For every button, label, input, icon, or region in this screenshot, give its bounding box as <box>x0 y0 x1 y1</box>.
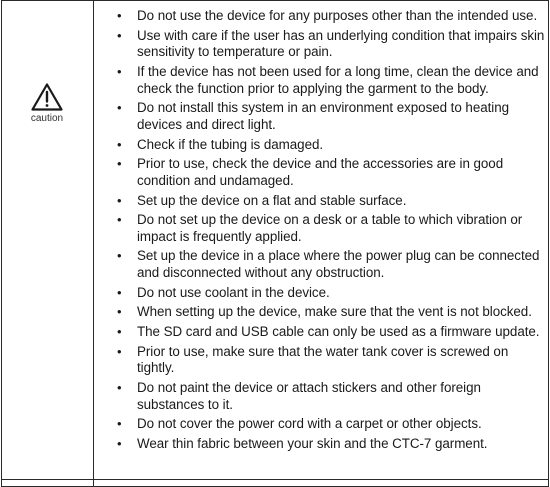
bullet-icon: • <box>117 136 122 152</box>
bullet-icon: • <box>117 8 122 23</box>
list-item-text: Do not install this system in an environment exposed to heating devices and direct light. <box>137 100 509 132</box>
list-item-text: Prior to use, make sure that the water tank cover is screwed on tightly. <box>137 343 509 376</box>
bullet-icon: • <box>117 100 122 116</box>
list-item-text: Do not paint the device or attach stickers and other foreign substances to it. <box>137 380 481 412</box>
list-item <box>105 212 545 245</box>
bullet-icon: • <box>117 248 122 264</box>
caution-label: caution <box>30 113 64 124</box>
list-item <box>105 248 545 281</box>
list-item <box>105 380 545 413</box>
list-item <box>105 156 545 189</box>
column-divider <box>93 0 94 487</box>
list-item-text: Check if the tubing is damaged. <box>137 136 324 152</box>
list-item <box>105 28 545 61</box>
bullet-icon: • <box>117 63 122 79</box>
bullet-icon: • <box>117 192 122 208</box>
list-item <box>105 324 545 341</box>
list-item-text: Do not use coolant in the device. <box>137 284 330 300</box>
table-top-border <box>1 0 549 1</box>
table-row-border <box>1 479 549 480</box>
list-item <box>105 344 545 377</box>
list-item <box>105 137 545 154</box>
bullet-icon: • <box>117 380 122 396</box>
bullet-icon: • <box>117 156 122 172</box>
caution-cell <box>1 82 93 125</box>
caution-list <box>105 8 545 456</box>
list-item <box>105 64 545 97</box>
list-item <box>105 100 545 133</box>
list-item-text: Use with care if the user has an underlying condition that impairs skin sensitivity to temperature or pain. <box>137 27 545 60</box>
bullet-icon: • <box>117 284 122 300</box>
list-item <box>105 304 545 321</box>
list-item <box>105 416 545 433</box>
list-item <box>105 285 545 302</box>
bullet-icon: • <box>117 304 122 320</box>
list-item <box>105 436 545 453</box>
list-item-text: Prior to use, check the device and the accessories are in good condition and undamaged. <box>137 156 504 188</box>
bullet-icon: • <box>117 343 122 359</box>
list-item-text: When setting up the device, make sure that the vent is not blocked. <box>137 304 532 320</box>
list-item-text: Wear thin fabric between your skin and the CTC-7 garment. <box>137 436 488 452</box>
bullet-icon: • <box>117 416 122 432</box>
list-item-text: Do not cover the power cord with a carpet or other objects. <box>137 416 482 432</box>
list-item-text: Do not set up the device on a desk or a table to which vibration or impact is frequently applied. <box>137 212 523 244</box>
list-item <box>105 193 545 210</box>
list-item-text: Set up the device on a flat and stable surface. <box>137 192 407 208</box>
list-item-text: Do not use the device for any purposes other than the intended use. <box>137 8 538 23</box>
list-item-text: If the device has not been used for a long time, clean the device and check the function prior to applying the garment to the body. <box>137 63 539 96</box>
warning-triangle-icon <box>30 82 64 112</box>
bullet-icon: • <box>117 324 122 340</box>
list-item-text: The SD card and USB cable can only be used as a firmware update. <box>137 324 540 340</box>
bullet-icon: • <box>117 436 122 452</box>
list-item-text: Set up the device in a place where the power plug can be connected and disconnected without any obstruction. <box>137 248 540 281</box>
list-item <box>105 8 545 25</box>
bullet-icon: • <box>117 27 122 43</box>
bullet-icon: • <box>117 212 122 228</box>
